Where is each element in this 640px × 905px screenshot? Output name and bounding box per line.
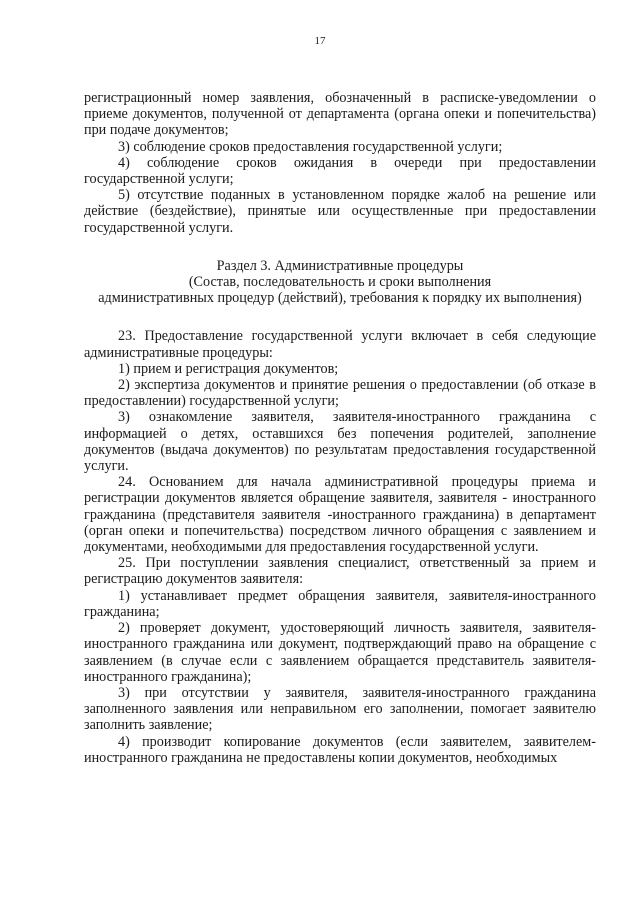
paragraph-25-item-1: 1) устанавливает предмет обращения заявителя, заявителя-иностранного гражданина; bbox=[84, 587, 596, 620]
paragraph-23-item-1: 1) прием и регистрация документов; bbox=[118, 360, 339, 377]
paragraph-25: 25. При поступлении заявления специалист, ответственный за прием и регистрацию документов заявителя: bbox=[84, 555, 596, 588]
spacer bbox=[84, 306, 596, 328]
section-subtitle-line-1: (Состав, последовательность и сроки выполнения bbox=[188, 274, 492, 291]
paragraph-continuation: регистрационный номер заявления, обозначенный в расписке-уведомлении о приеме документов, полученной от департамента (органа опеки и попечительства) при подаче документов; bbox=[84, 90, 596, 139]
page-number: 17 bbox=[314, 35, 326, 47]
document-body bbox=[84, 90, 596, 766]
paragraph-25-item-3: 3) при отсутствии у заявителя, заявителя-иностранного гражданина заполненного заявления или неправильном его заполнении, помогает заявителю заполнить заявление; bbox=[84, 684, 596, 734]
paragraph-23: 23. Предоставление государственной услуги включает в себя следующие административные процедуры: bbox=[84, 328, 596, 361]
spacer bbox=[84, 236, 596, 258]
paragraph-item-4-queue: 4) соблюдение сроков ожидания в очереди при предоставлении государственной услуги; bbox=[84, 154, 596, 188]
paragraph-24: 24. Основанием для начала административной процедуры приема и регистрации документов является обращение заявителя, заявителя - иностранного гражданина (представителя заявителя -иностранного гражданина) в департамент (орган опеки и попечительства) посредством личного обращения с заявлением и документами, необходимыми для предоставления государственной услуги. bbox=[84, 474, 596, 556]
paragraph-23-item-2: 2) экспертиза документов и принятие решения о предоставлении (об отказе в предоставлении) государственной услуги; bbox=[84, 377, 596, 410]
section-subtitle-line-2: административных процедур (действий), требования к порядку их выполнения) bbox=[98, 290, 582, 307]
paragraph-item-3-deadlines: 3) соблюдение сроков предоставления государственной услуги; bbox=[118, 138, 503, 155]
paragraph-item-5-complaints: 5) отсутствие поданных в установленном порядке жалоб на решение или действие (бездействие), принятые или осуществленные при предоставлении государственной услуги. bbox=[84, 187, 596, 236]
paragraph-25-item-2: 2) проверяет документ, удостоверяющий личность заявителя, заявителя-иностранного гражданина или документ, подтверждающий право на обращение с заявлением (в случае если с заявлением обращается представитель заявителя-иностранного гражданина); bbox=[84, 620, 596, 685]
paragraph-23-item-3: 3) ознакомление заявителя, заявителя-иностранного гражданина с информацией о детях, оставшихся без попечения родителей, заполнение документов (выдача документов) по результатам предоставления государственной услуги. bbox=[84, 409, 596, 475]
section-title: Раздел 3. Административные процедуры bbox=[216, 257, 464, 274]
paragraph-25-item-4: 4) производит копирование документов (если заявителем, заявителем-иностранного гражданина не предоставлены копии документов, необходимых bbox=[84, 733, 596, 766]
